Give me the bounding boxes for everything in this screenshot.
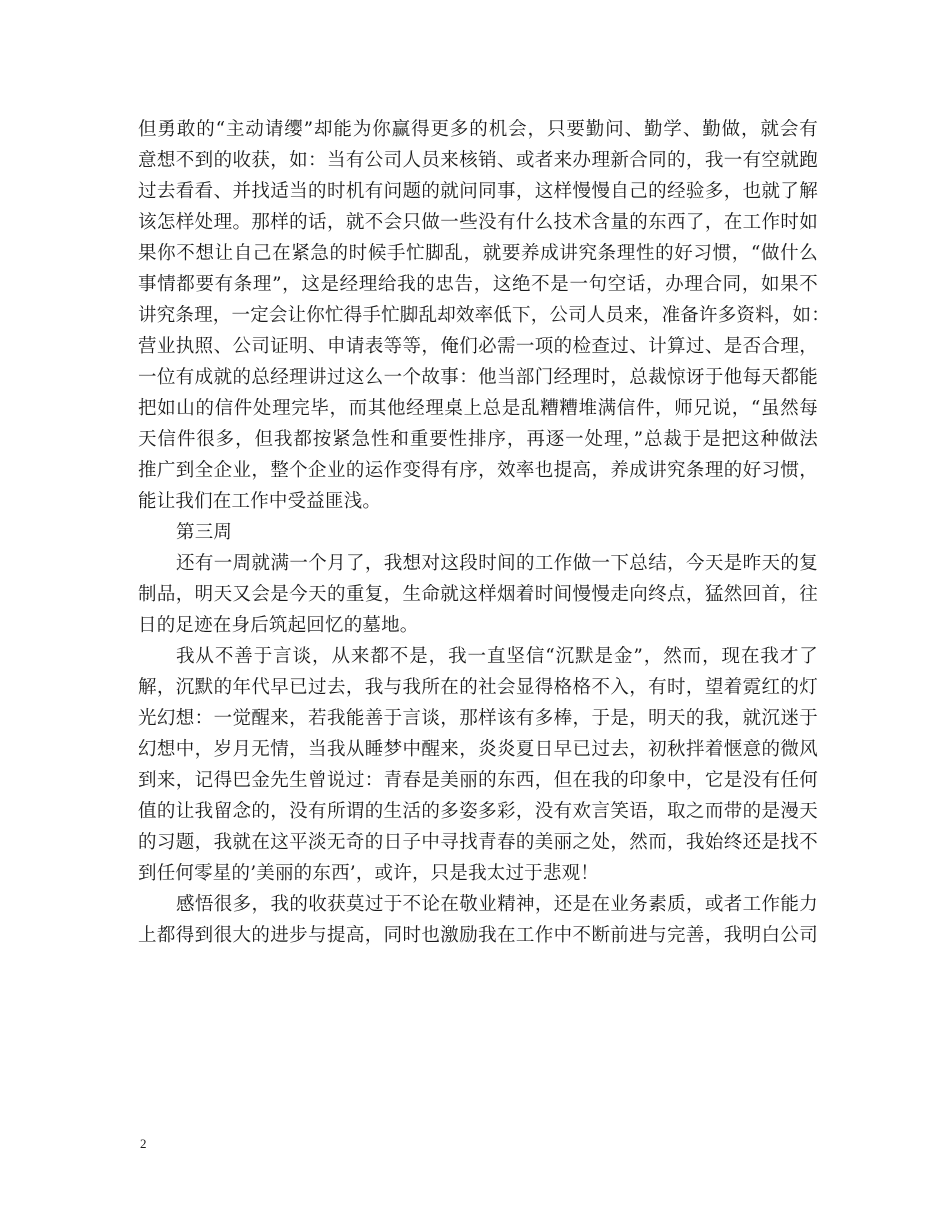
text-line: 过去看看、并找适当的时机有问题的就问同事，这样慢慢自己的经验多，也就了解 [138, 181, 818, 202]
text-line: 幻想中，岁月无情，当我从睡梦中醒来，炎炎夏日早已过去，初秋拌着惬意的微风 [138, 739, 818, 760]
paragraph-first-line: 我从不善于言谈，从来都不是，我一直坚信“沉默是金”，然而，现在我才了 [176, 646, 818, 667]
text-line: 讲究条理，一定会让你忙得手忙脚乱却效率低下，公司人员来，准备许多资料，如： [138, 305, 830, 326]
text-line: 值的让我留念的，没有所谓的生活的多姿多彩，没有欢言笑语，取之而带的是漫天 [138, 801, 818, 822]
text-line: 但勇敢的“主动请缨”却能为你赢得更多的机会，只要勤问、勤学、勤做，就会有 [138, 119, 818, 140]
text-line: 该怎样处理。那样的话，就不会只做一些没有什么技术含量的东西了，在工作时如 [138, 212, 818, 233]
text-line: 到任何零星的’美丽的东西’，或许，只是我太过于悲观！ [138, 863, 599, 884]
text-line: 天信件很多，但我都按紧急性和重要性排序，再逐一处理，”总裁于是把这种做法 [138, 429, 818, 450]
text-line: 事情都要有条理”，这是经理给我的忠告，这绝不是一句空话，办理合同，如果不 [138, 274, 818, 295]
text-line: 能让我们在工作中受益匪浅。 [138, 491, 382, 512]
text-line: 推广到全企业，整个企业的运作变得有序，效率也提高，养成讲究条理的好习惯， [138, 460, 818, 481]
text-line: 果你不想让自己在紧急的时候手忙脚乱，就要养成讲究条理性的好习惯，“做什么 [138, 243, 818, 264]
text-line: 意想不到的收获，如：当有公司人员来核销、或者来办理新合同的，我一有空就跑 [138, 150, 818, 171]
text-line: 到来，记得巴金先生曾说过：青春是美丽的东西，但在我的印象中，它是没有任何 [138, 770, 818, 791]
page-number: 2 [140, 1136, 147, 1151]
paragraph-first-line: 感悟很多，我的收获莫过于不论在敬业精神，还是在业务素质，或者工作能力 [176, 894, 818, 915]
text-line: 光幻想：一觉醒来，若我能善于言谈，那样该有多棒，于是，明天的我，就沉迷于 [138, 708, 818, 729]
text-line: 把如山的信件处理完毕，而其他经理桌上总是乱糟糟堆满信件，师兄说，“虽然每 [138, 398, 818, 419]
section-heading: 第三周 [176, 522, 233, 543]
paragraph-first-line: 还有一周就满一个月了，我想对这段时间的工作做一下总结，今天是昨天的复 [176, 553, 818, 574]
text-line: 制品，明天又会是今天的重复，生命就这样烟着时间慢慢走向终点，猛然回首，往 [138, 584, 818, 605]
text-line: 的习题，我就在这平淡无奇的日子中寻找青春的美丽之处，然而，我始终还是找不 [138, 832, 818, 853]
text-line: 解，沉默的年代早已过去，我与我所在的社会显得格格不入，有时，望着霓红的灯 [138, 677, 818, 698]
text-line: 上都得到很大的进步与提高，同时也激励我在工作中不断前进与完善，我明白公司 [138, 925, 818, 946]
text-line: 日的足迹在身后筑起回忆的墓地。 [138, 615, 419, 636]
text-line: 一位有成就的总经理讲过这么一个故事：他当部门经理时，总裁惊讶于他每天都能 [138, 367, 818, 388]
text-line: 营业执照、公司证明、申请表等等，俺们必需一项的检查过、计算过、是否合理， [138, 336, 818, 357]
